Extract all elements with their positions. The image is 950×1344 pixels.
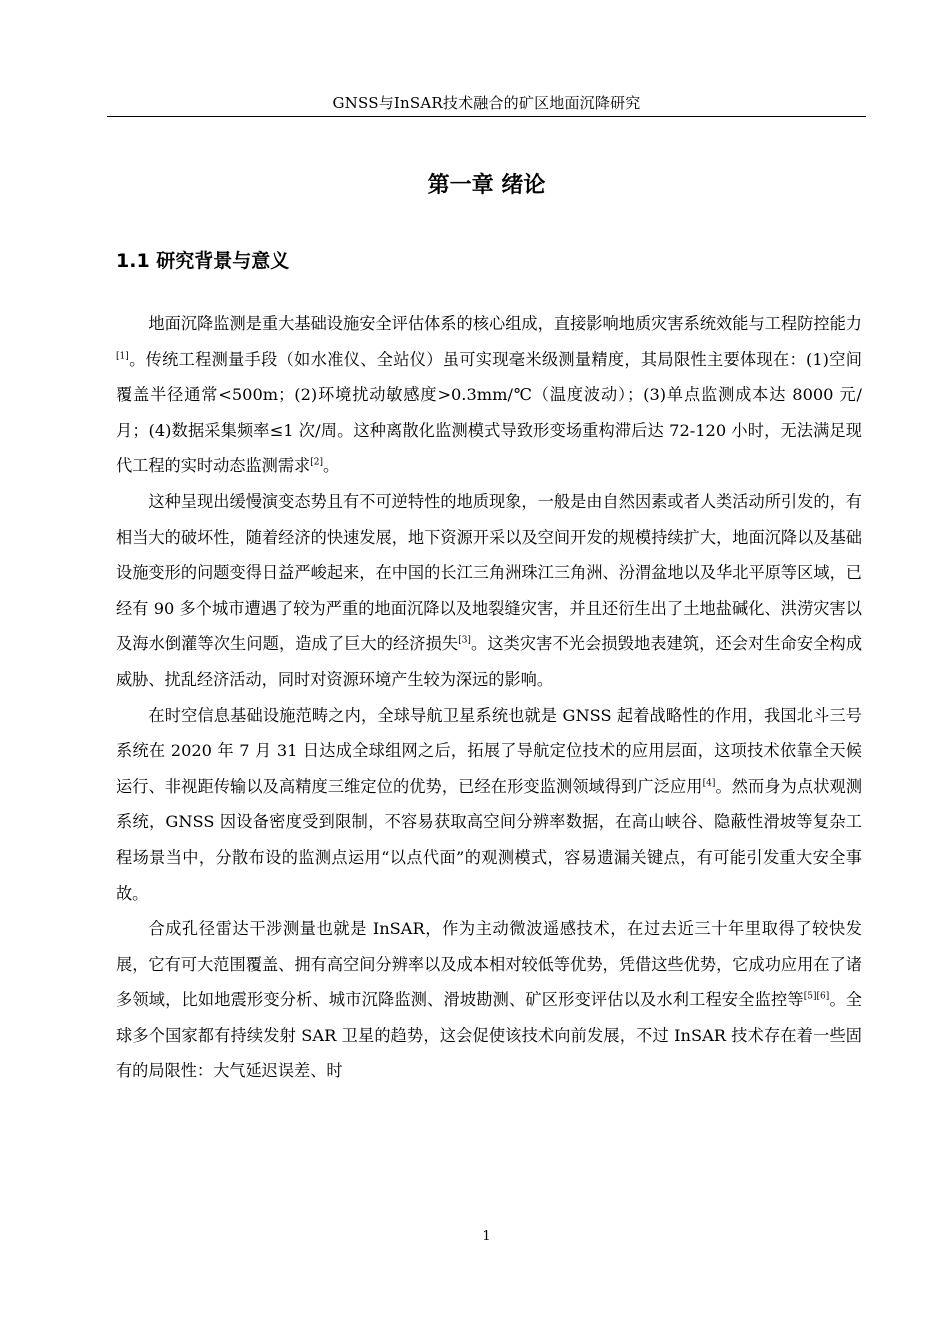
- page-number: 1: [482, 1229, 491, 1244]
- chapter-title: 第一章 绪论: [427, 173, 546, 198]
- citation-ref[interactable]: [4]: [702, 778, 716, 789]
- citation-ref[interactable]: [2]: [310, 457, 323, 468]
- citation-ref[interactable]: [3]: [458, 635, 471, 646]
- paragraph-1: [116, 306, 862, 484]
- citation-ref[interactable]: [1]: [116, 351, 129, 362]
- paragraph-text: 。然而身为点状观测系统，GNSS 因设备密度受到限制，不容易获取高空间分辨率数据，在高山峡谷、隐蔽性滑坡等复杂工程场景当中，分散布设的监测点运用“以点代面”的观测模式，容易遗漏关键点，有可能引发重大安全事故。: [116, 776, 863, 903]
- paragraph-text: 。全球多个国家都有持续发射 SAR 卫星的趋势，这会促使该技术向前发展，不过 InSAR 技术存在着一些固有的局限性：大气延迟误差、时: [116, 990, 862, 1081]
- paragraph-text: 。传统工程测量手段（如水准仪、全站仪）虽可实现毫米级测量精度，其局限性主要体现在：(1)空间覆盖半径通常<500m；(2)环境扰动敏感度>0.3mm/℃（温度波动）；(3)单点监测成本达 8000 元/月；(4)数据采集频率≤1 次/周。这种离散化监测模式导致形变场重构滞后达 72-120 小时，无法满足现代工程的实时动态监测需求: [116, 349, 862, 476]
- running-header: GNSS与InSAR技术融合的矿区地面沉降研究: [332, 94, 641, 112]
- paragraph-text: 地面沉降监测是重大基础设施安全评估体系的核心组成，直接影响地质灾害系统效能与工程防控能力: [148, 314, 862, 333]
- paragraph-text: 这种呈现出缓慢演变态势且有不可逆特性的地质现象，一般是由自然因素或者人类活动所引发的，有相当大的破坏性，随着经济的快速发展，地下资源开采以及空间开发的规模持续扩大，地面沉降以及基础设施变形的问题变得日益严峻起来，在中国的长江三角洲珠江三角洲、汾渭盆地以及华北平原等区域，已经有 90 多个城市遭遇了较为严重的地面沉降以及地裂缝灾害，并且还衍生出了土地盐碱化、洪涝灾害以及海水倒灌等次生问题，造成了巨大的经济损失: [116, 491, 862, 654]
- paragraph-text: 在时空信息基础设施范畴之内，全球导航卫星系统也就是 GNSS 起着战略性的作用，我国北斗三号系统在 2020 年 7 月 31 日达成全球组网之后，拓展了导航定位技术的应用层面，这项技术依靠全天候运行、非视距传输以及高精度三维定位的优势，已经在形变监测领域得到广泛应用: [116, 705, 862, 796]
- paragraph-text: 。这类灾害不光会损毁地表建筑，还会对生命安全构成威胁、扰乱经济活动，同时对资源环境产生较为深远的影响。: [116, 634, 863, 689]
- body-text: [116, 306, 862, 1089]
- section-title: 1.1 研究背景与意义: [116, 250, 290, 272]
- header-rule: [107, 116, 866, 117]
- paragraph-3: [116, 698, 862, 912]
- paragraph-text: 。: [323, 456, 340, 476]
- paragraph-2: [116, 484, 862, 698]
- paragraph-4: [116, 911, 862, 1089]
- citation-ref[interactable]: [5][6]: [803, 991, 830, 1002]
- paragraph-text: 合成孔径雷达干涉测量也就是 InSAR，作为主动微波遥感技术，在过去近三十年里取得了较快发展，它有可大范围覆盖、拥有高空间分辨率以及成本相对较低等优势，凭借这些优势，它成功应用在了诸多领域，比如地震形变分析、城市沉降监测、滑坡勘测、矿区形变评估以及水利工程安全监控等: [116, 919, 862, 1010]
